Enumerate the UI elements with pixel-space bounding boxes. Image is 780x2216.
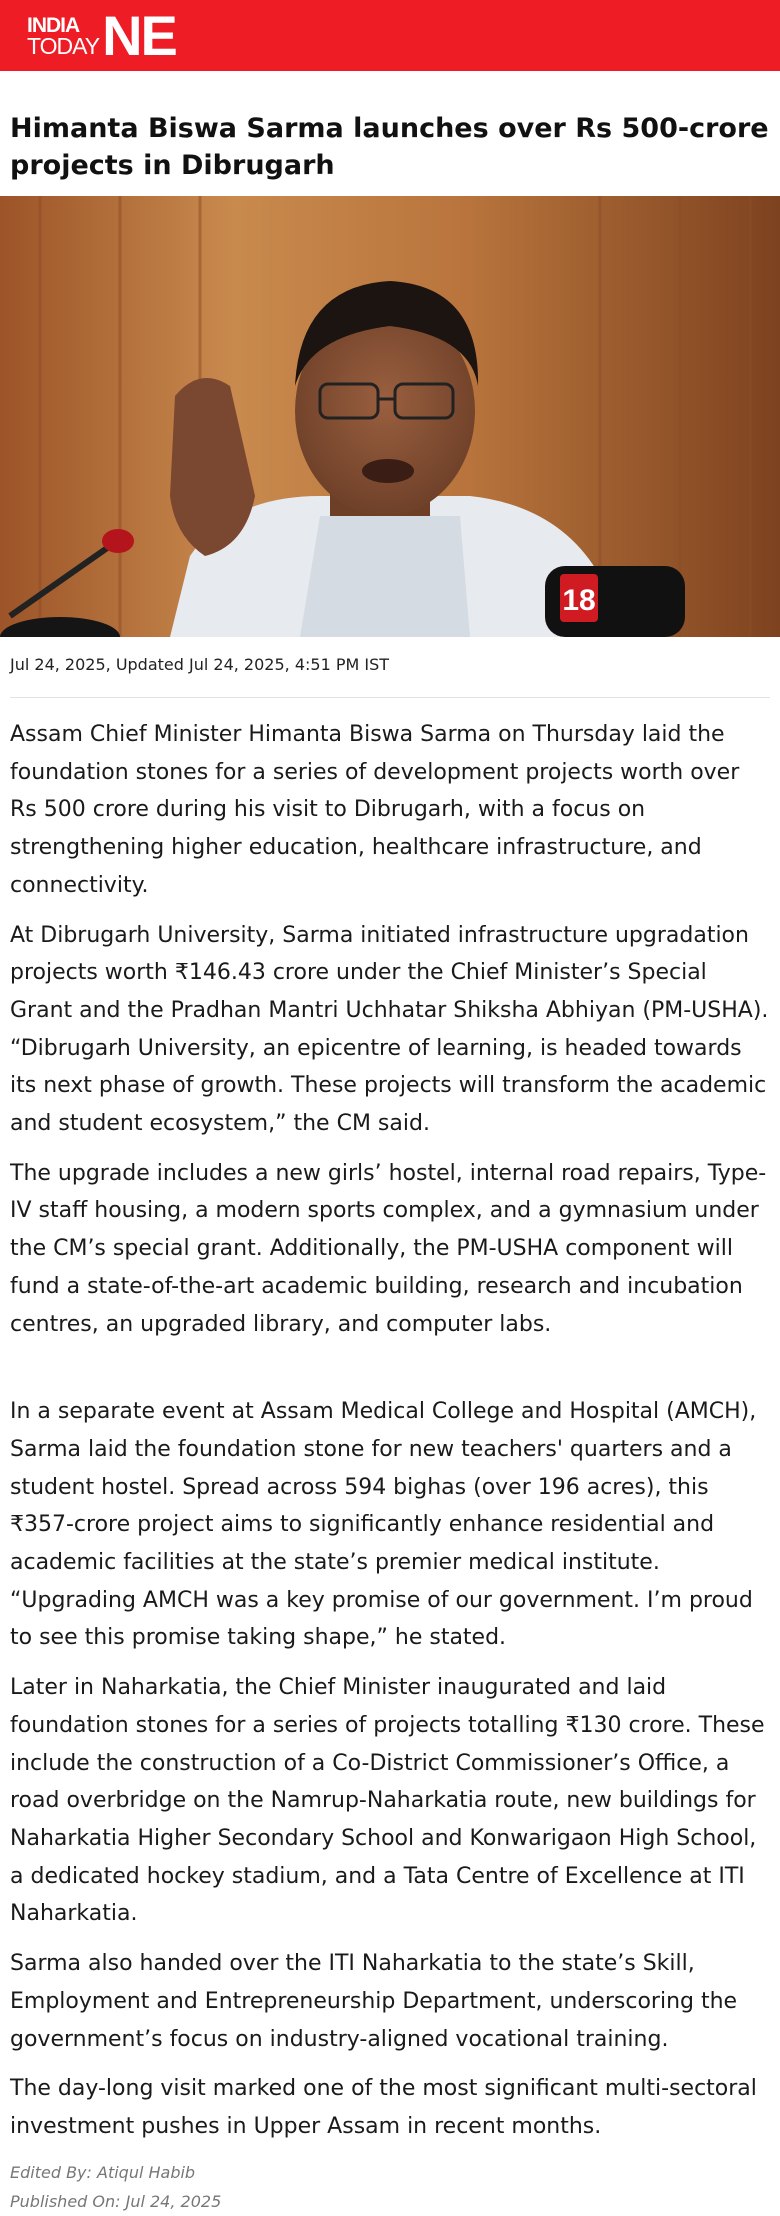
article-dateline: Jul 24, 2025, Updated Jul 24, 2025, 4:51 PM IST [10, 655, 390, 674]
article-paragraph: The day-long visit marked one of the most significant multi-sectoral investment pushes in Upper Assam in recent months. [10, 2076, 757, 2139]
article-title: Himanta Biswa Sarma launches over Rs 500-crore projects in Dibrugarh [10, 113, 769, 181]
headline-section [0, 71, 780, 196]
published-on: Published On: Jul 24, 2025 [10, 2191, 222, 2211]
logo-line-today: TODAY [27, 32, 100, 59]
article-paragraph: Sarma also handed over the ITI Naharkatia to the state’s Skill, Employment and Entrepreneurship Department, underscoring the government’s focus on industry-aligned vocational training. [10, 1951, 738, 2052]
edited-by: Edited By: Atiqul Habib [10, 2162, 196, 2182]
article-paragraph: The upgrade includes a new girls’ hostel, internal road repairs, Type-IV staff housing, a modern sports complex, and a gymnasium under the CM’s special grant. Additionally, the PM-USHA component will fund a state-of-the-art academic building, research and incubation centres, an upgraded library, and computer labs. [10, 1160, 767, 1337]
site-header [0, 0, 780, 71]
hero-photo-illustration [0, 196, 780, 637]
article-paragraph: Later in Naharkatia, the Chief Minister inaugurated and laid foundation stones for a series of projects totalling ₹130 crore. These include the construction of a Co-District Commissioner’s Office, a road overbridge on the Namrup-Naharkatia route, new buildings for Naharkatia Higher Secondary School and Konwarigaon High School, a dedicated hockey stadium, and a Tata Centre of Excellence at ITI Naharkatia. [10, 1675, 765, 1927]
article-paragraph: In a separate event at Assam Medical College and Hospital (AMCH), Sarma laid the foundation stone for new teachers' quarters and a student hostel. Spread across 594 bighas (over 196 acres), this ₹357-crore project aims to significantly enhance residential and academic facilities at the state’s premier medical institute. “Upgrading AMCH was a key promise of our government. I’m proud to see this promise taking shape,” he stated. [10, 1399, 757, 1651]
mic-badge-label: 18 [562, 584, 596, 617]
logo-wordmark [27, 15, 99, 57]
article-paragraph: Assam Chief Minister Himanta Biswa Sarma on Thursday laid the foundation stones for a series of development projects worth over Rs 500 crore during his visit to Dibrugarh, with a focus on strengthening higher education, healthcare infrastructure, and connectivity. [10, 722, 740, 898]
article-paragraph: At Dibrugarh University, Sarma initiated infrastructure upgradation projects worth ₹146.43 crore under the Chief Minister’s Special Grant and the Pradhan Mantri Uchhatar Shiksha Abhiyan (PM-USHA). “Dibrugarh University, an epicentre of learning, is headed towards its next phase of growth. These projects will transform the academic and student ecosystem,” the CM said. [10, 922, 769, 1137]
article-body [0, 698, 780, 2146]
hero-image [0, 196, 780, 637]
india-today-ne-logo[interactable] [27, 3, 176, 67]
logo-line-india: INDIA [27, 13, 80, 37]
logo-ne-mark: NE [102, 3, 176, 67]
article-footer [0, 2158, 780, 2216]
